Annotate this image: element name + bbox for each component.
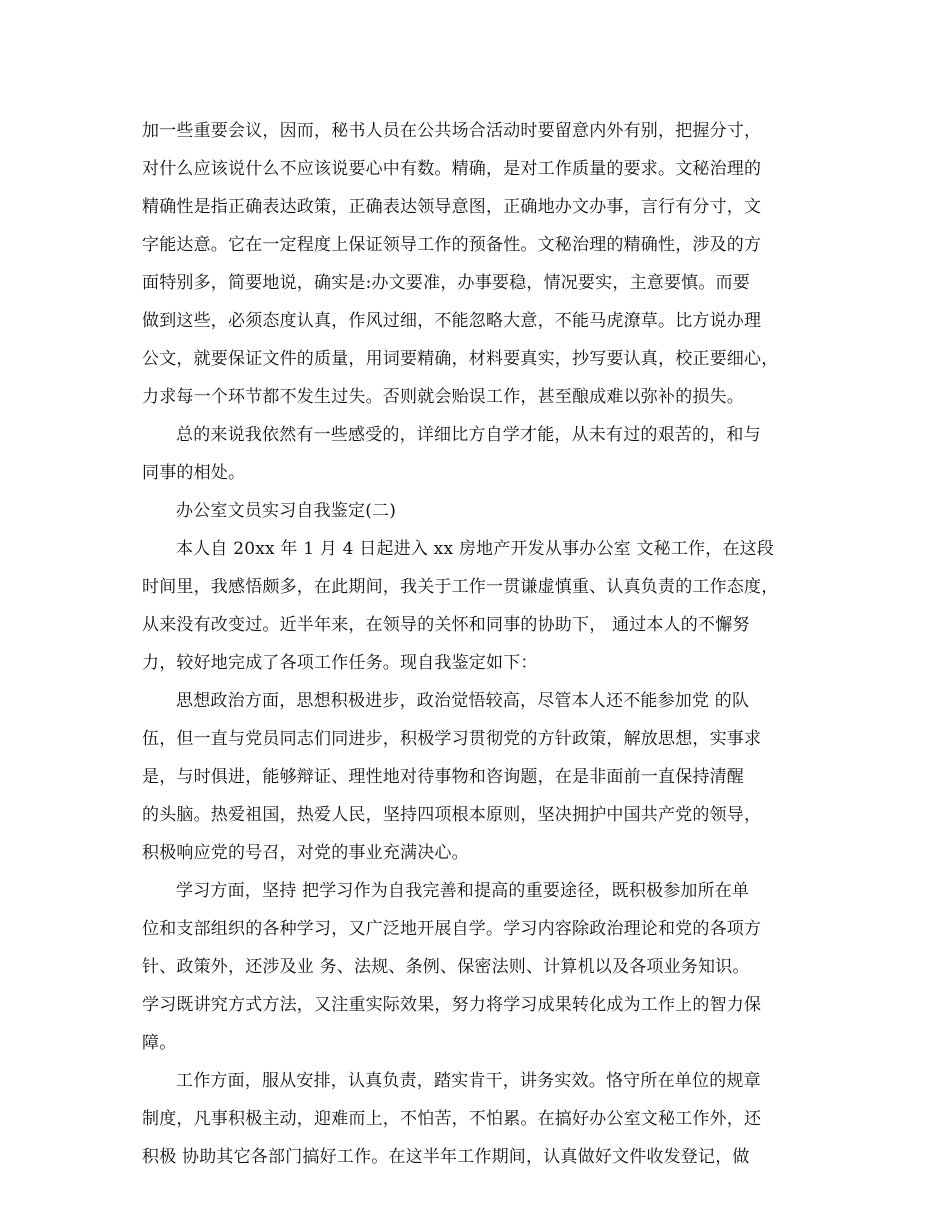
text-line: 伍，但一直与党员同志们同进步，积极学习贯彻党的方针政策，解放思想，实事求 <box>142 729 762 749</box>
text-line: 力，较好地完成了各项工作任务。现自我鉴定如下： <box>142 653 538 673</box>
text-line: 障。 <box>142 1033 177 1053</box>
text-line: 积极 协助其它各部门搞好工作。在这半年工作期间，认真做好文件收发登记，做 <box>142 1147 750 1167</box>
text-line: 面特别多，简要地说，确实是:办文要准，办事要稳，情况要实，主意要慎。而要 <box>142 273 750 293</box>
text-line: 从来没有改变过。近半年来，在领导的关怀和同事的协助下， 通过本人的不懈努 <box>142 615 750 635</box>
text-line: 对什么应该说什么不应该说要心中有数。精确，是对工作质量的要求。文秘治理的 <box>142 159 762 179</box>
text-line: 的头脑。热爱祖国，热爱人民，坚持四项根本原则，坚决拥护中国共产党的领导， <box>142 805 762 825</box>
text-line: 本人自 20xx 年 1 月 4 日起进入 xx 房地产开发从事办公室 文秘工作，在这段 <box>176 539 775 559</box>
text-line: 公文，就要保证文件的质量，用词要精确，材料要真实，抄写要认真，校正要细心， <box>142 349 779 369</box>
text-line: 学习方面，坚持 把学习作为自我完善和提高的重要途径，既积极参加所在单 <box>176 881 750 901</box>
text-line: 学习既讲究方式方法，又注重实际效果，努力将学习成果转化成为工作上的智力保 <box>142 995 762 1015</box>
text-line: 是，与时俱进，能够辩证、理性地对待事物和咨询题，在是非面前一直保持清醒 <box>142 767 744 787</box>
text-line: 思想政治方面，思想积极进步，政治觉悟较高，尽管本人还不能参加党 的队 <box>176 691 750 711</box>
text-line: 积极响应党的号召，对党的事业充满决心。 <box>142 843 469 863</box>
text-line: 时间里，我感悟颇多，在此期间，我关于工作一贯谦虚慎重、认真负责的工作态度， <box>142 577 779 597</box>
text-line: 制度，凡事积极主动，迎难而上，不怕苦，不怕累。在搞好办公室文秘工作外，还 <box>142 1109 762 1129</box>
section-heading: 办公室文员实习自我鉴定(二) <box>176 501 397 521</box>
text-line: 做到这些，必须态度认真，作风过细，不能忽略大意，不能马虎潦草。比方说办理 <box>142 311 762 331</box>
text-line: 字能达意。它在一定程度上保证领导工作的预备性。文秘治理的精确性，涉及的方 <box>142 235 762 255</box>
text-line: 针、政策外，还涉及业 务、法规、条例、保密法则、计算机以及各项业务知识。 <box>142 957 750 977</box>
text-line: 精确性是指正确表达政策，正确表达领导意图，正确地办文办事，言行有分寸，文 <box>142 197 762 217</box>
text-line: 总的来说我依然有一些感受的，详细比方自学才能，从未有过的艰苦的，和与 <box>176 425 761 445</box>
text-line: 加一些重要会议，因而，秘书人员在公共场合活动时要留意内外有别，把握分寸， <box>142 121 762 141</box>
text-line: 工作方面，服从安排，认真负责，踏实肯干，讲务实效。恪守所在单位的规章 <box>176 1071 761 1091</box>
text-line: 位和支部组织的各种学习，又广泛地开展自学。学习内容除政治理论和党的各项方 <box>142 919 762 939</box>
text-line: 力求每一个环节都不发生过失。否则就会贻误工作，甚至酿成难以弥补的损失。 <box>142 387 744 407</box>
text-line: 同事的相处。 <box>142 463 246 483</box>
